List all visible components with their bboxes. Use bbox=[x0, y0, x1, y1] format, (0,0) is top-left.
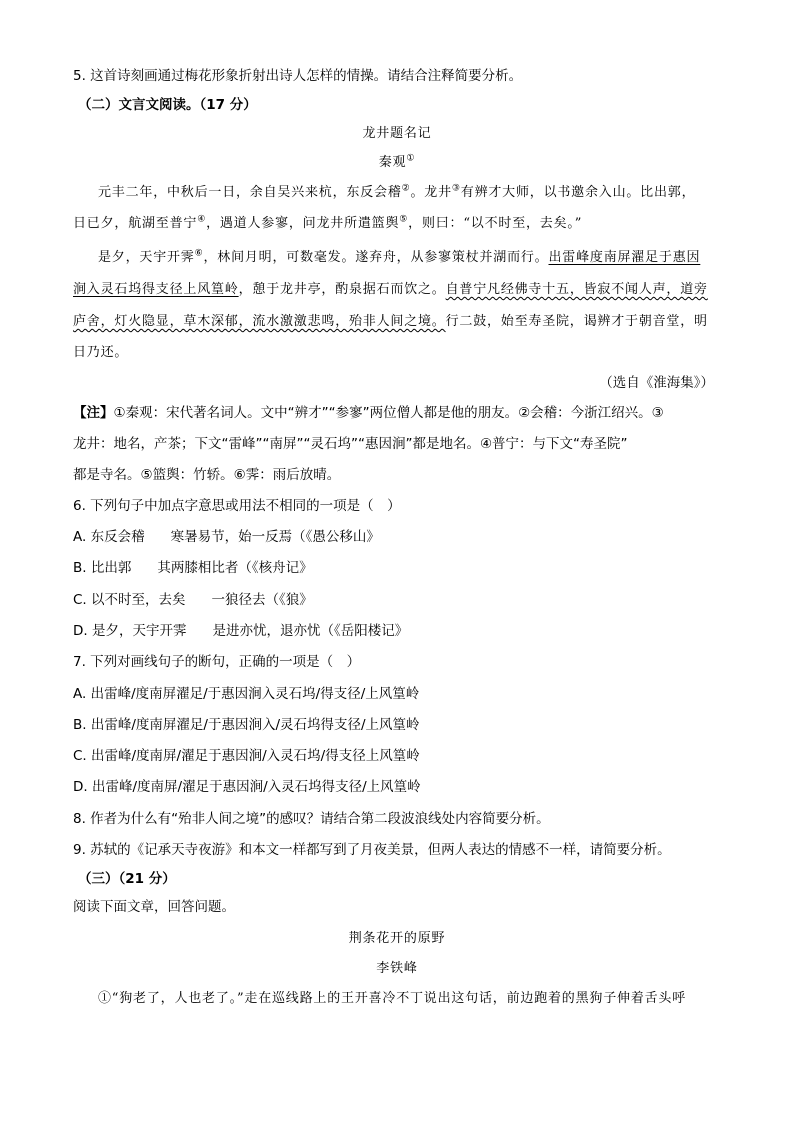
question-6-option-a: A. 东反会稽 寒暑易节，始一反焉（《愚公移山》 bbox=[73, 529, 380, 545]
note-line3: 都是寺名。⑤篮舆：竹轿。⑥霁：雨后放晴。 bbox=[73, 467, 341, 483]
passage-title: 龙井题名记 bbox=[362, 126, 432, 141]
passage-p2-line4: 日乃还。 bbox=[73, 345, 129, 360]
question-7-option-d: D. 出雷峰/度南屏/濯足于惠因涧/入灵石坞得支径/上风篁岭 bbox=[73, 779, 421, 795]
section-3-heading: （三）（21 分） bbox=[78, 871, 176, 887]
question-7-option-a: A. 出雷峰/度南屏濯足/于惠因涧入灵石坞/得支径/上风篁岭 bbox=[73, 686, 420, 702]
section-2-heading: （二）文言文阅读。（17 分） bbox=[78, 97, 257, 113]
question-9: 9. 苏轼的《记承天寺夜游》和本文一样都写到了月夜美景，但两人表达的情感不一样，请简要分析。 bbox=[73, 842, 671, 858]
passage-p2-line3: 庐舍，灯火隐显，草木深郁，流水激激悲鸣，殆非人间之境。行二鼓，始至寿圣院，谒辨才于朝音堂，明 bbox=[73, 314, 708, 329]
passage-p2-line2: 涧入灵石坞得支径上风篁岭，憩于龙井亭，酌泉据石而饮之。自普宁凡经佛寺十五，皆寂不闻人声，道旁 bbox=[73, 282, 708, 297]
passage-p2-line1: 是夕，天宇开霁⑥，林间月明，可数毫发。遂弃舟，从参寥策杖并湖而行。出雷峰度南屏濯足于惠因 bbox=[98, 248, 701, 265]
article-title: 荆条花开的原野 bbox=[348, 931, 446, 946]
question-5: 5. 这首诗刻画通过梅花形象折射出诗人怎样的情操。请结合注释简要分析。 bbox=[73, 68, 523, 84]
question-6-option-b: B. 比出郭 其两膝相比者（《核舟记》 bbox=[73, 560, 313, 576]
question-7-option-b: B. 出雷峰/度南屏濯足/于惠因涧入/灵石坞得支径/上风篁岭 bbox=[73, 717, 420, 733]
question-7-option-c: C. 出雷峰/度南屏/濯足于惠因涧/入灵石坞/得支径上风篁岭 bbox=[73, 748, 420, 764]
passage-p1-line2: 日已夕，航湖至普宁④，遇道人参寥，问龙井所遣篮舆⑤，则曰：“以不时至，去矣。” bbox=[73, 214, 583, 231]
note-line1: 【注】①秦观：宋代著名词人。文中“辨才”“参寥”两位僧人都是他的朋友。②会稽：今浙江绍兴。③ bbox=[73, 405, 664, 421]
underlined-sentence-part2: 涧入灵石坞得支径上风篁岭 bbox=[73, 282, 239, 297]
note-line2: 龙井：地名，产茶；下文“雷峰”“南屏”“灵石坞”“惠因涧”都是地名。④普宁：与下文“寿圣院” bbox=[73, 436, 628, 452]
question-6-option-d: D. 是夕，天宇开霁 是进亦忧，退亦忧（《岳阳楼记》 bbox=[73, 623, 409, 639]
question-6-option-c: C. 以不时至，去矣 一狼径去（《狼》 bbox=[73, 592, 313, 608]
question-7-stem: 7. 下列对画线句子的断句，正确的一项是（ ） bbox=[73, 654, 361, 670]
wavy-line-part1: 自普宁凡经佛寺十五，皆寂不闻人声，道旁 bbox=[445, 282, 708, 297]
passage-author: 秦观① bbox=[378, 153, 416, 170]
article-paragraph-1: ①“狗老了，人也老了。”走在巡线路上的王开喜冷不丁说出这句话，前边跑着的黑狗子伸着舌头呼 bbox=[98, 991, 686, 1006]
section-3-instruction: 阅读下面文章，回答问题。 bbox=[73, 899, 235, 915]
question-8: 8. 作者为什么有“殆非人间之境”的感叹？请结合第二段波浪线处内容简要分析。 bbox=[73, 811, 550, 827]
wavy-line-part2: 庐舍，灯火隐显，草木深郁，流水激激悲鸣，殆非人间之境。 bbox=[73, 314, 446, 329]
question-6-stem: 6. 下列句子中加点字意思或用法不相同的一项是（ ） bbox=[73, 498, 401, 514]
article-author: 李铁峰 bbox=[376, 961, 418, 976]
note-label: 【注】 bbox=[73, 405, 114, 421]
passage-source: （选自《淮海集》） bbox=[599, 375, 714, 391]
underlined-sentence-part1: 出雷峰度南屏濯足于惠因 bbox=[548, 250, 701, 265]
passage-p1-line1: 元丰二年，中秋后一日，余自吴兴来杭，东反会稽②。龙井③有辨才大师，以书邀余入山。比出郭， bbox=[98, 183, 696, 200]
